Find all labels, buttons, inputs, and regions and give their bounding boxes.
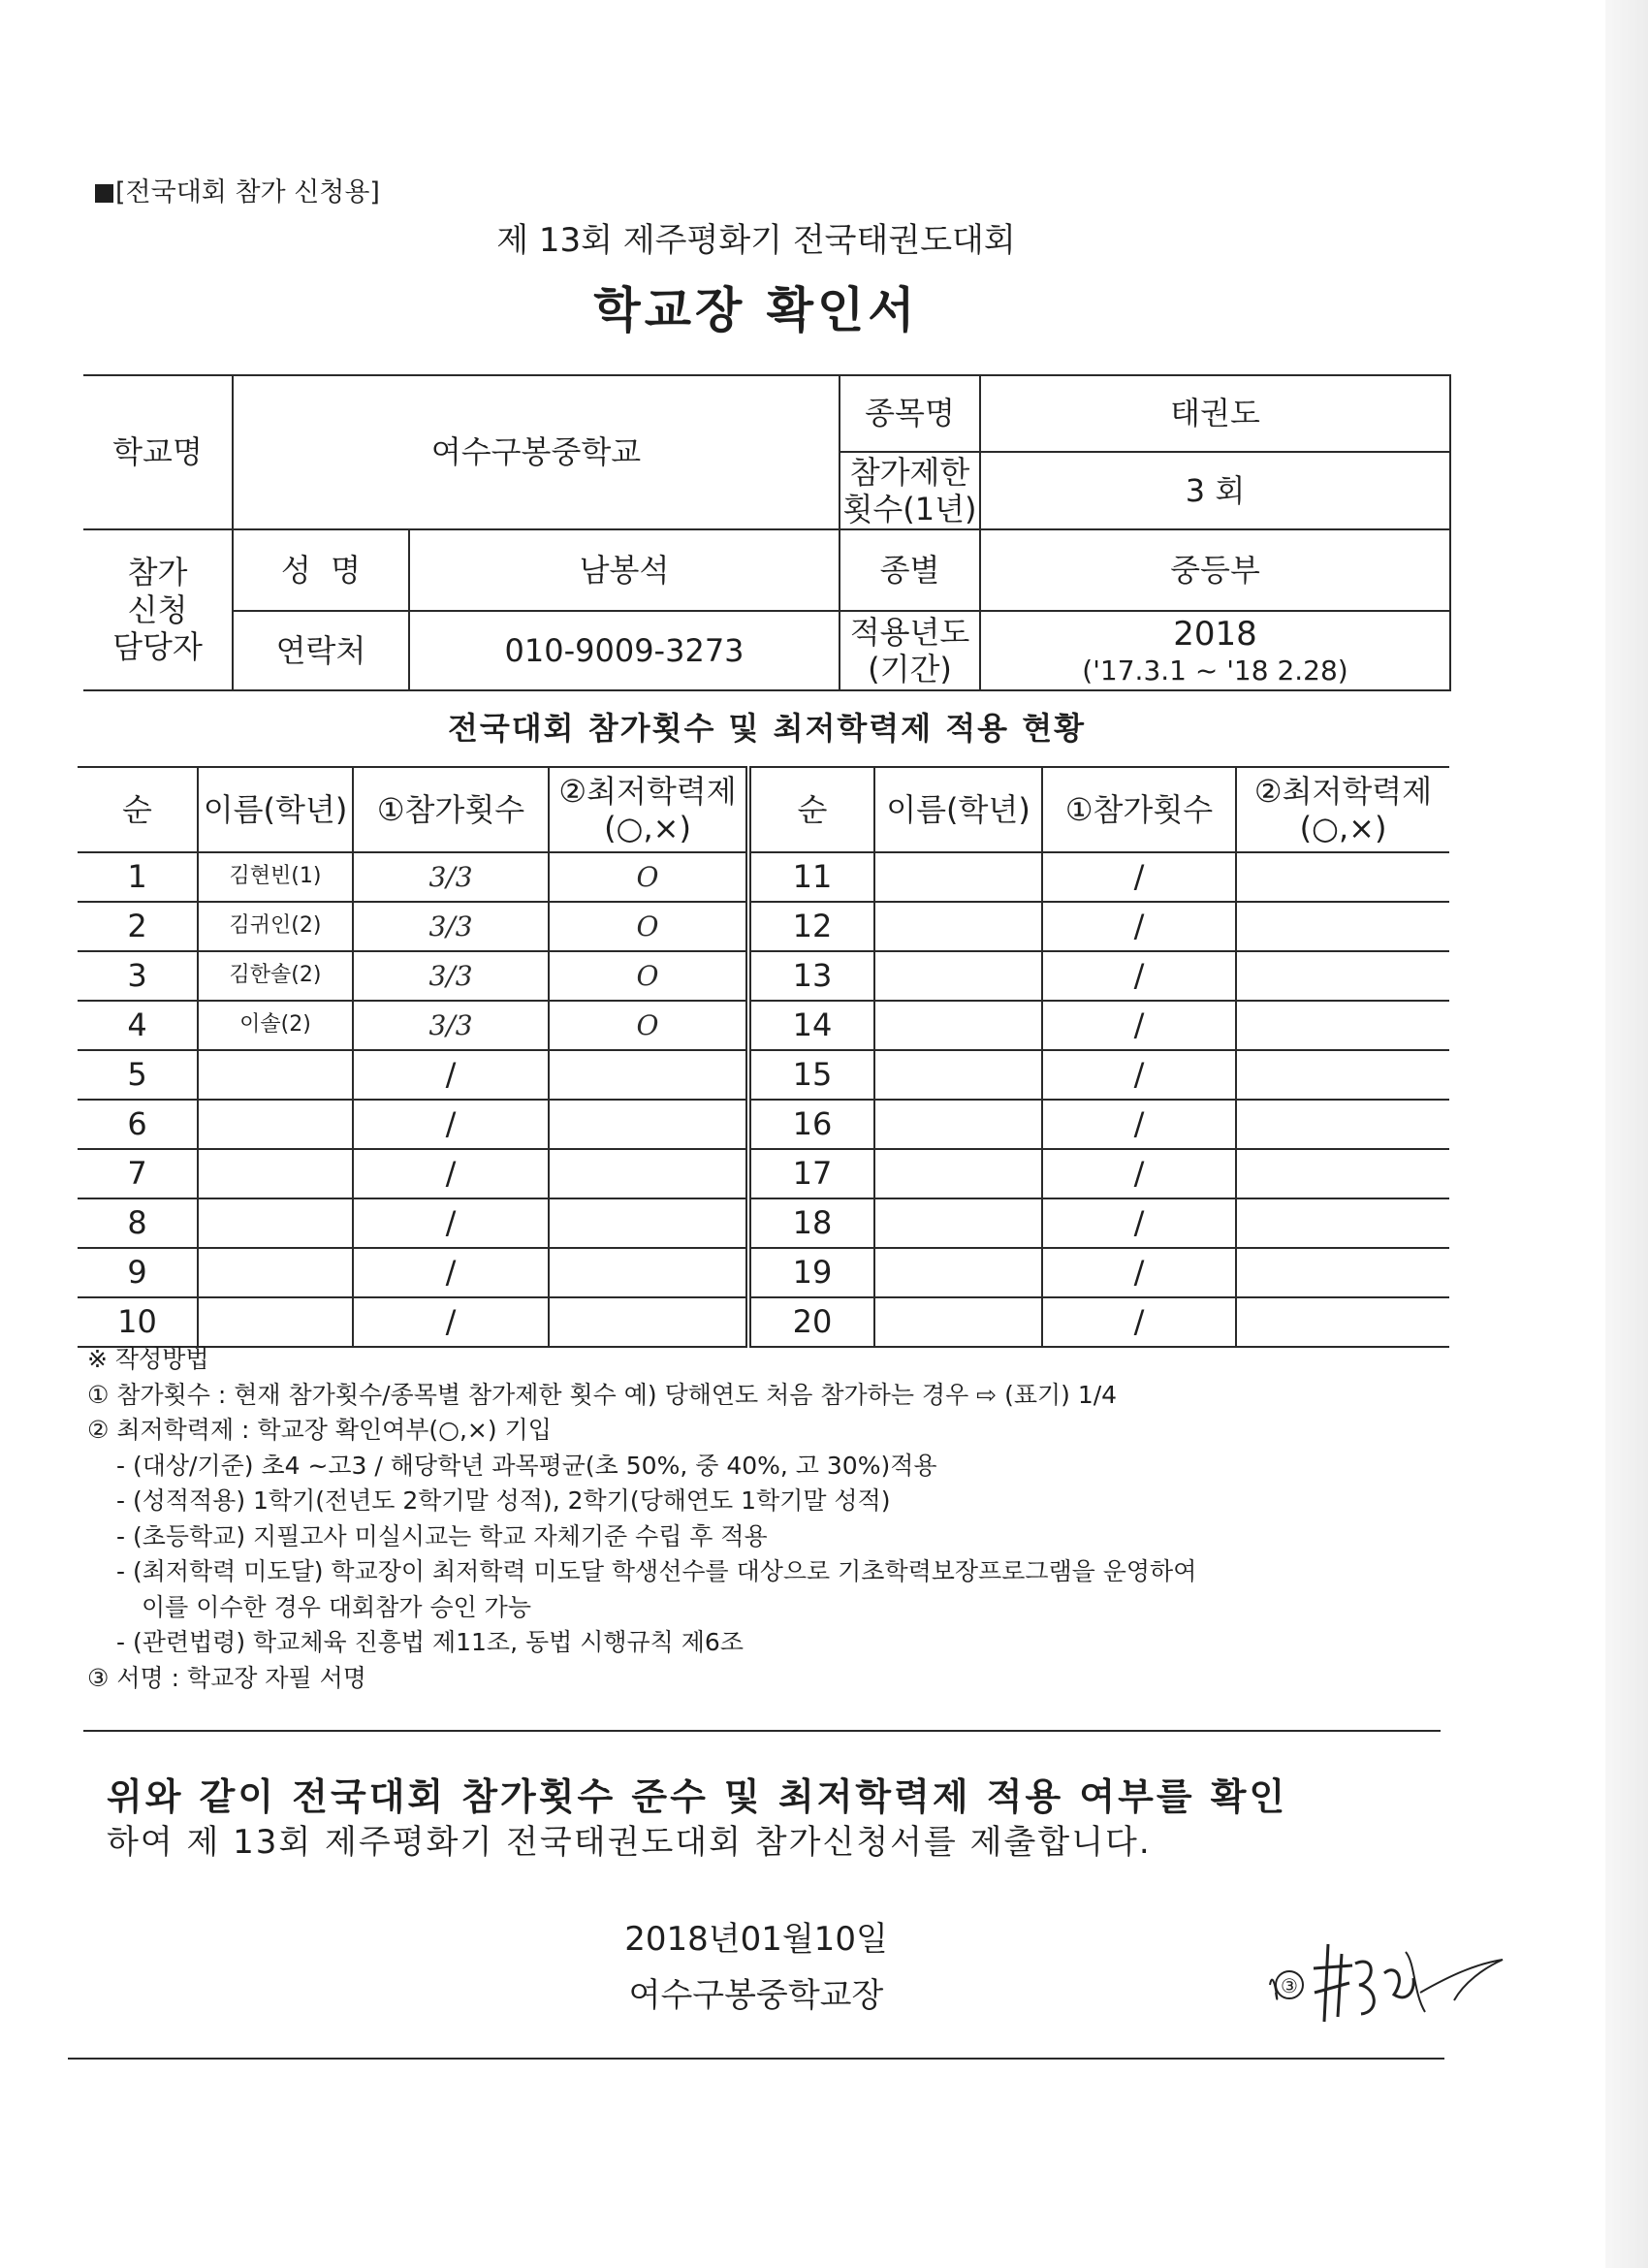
row-no: 13 xyxy=(748,951,874,1001)
instruction-item: ① 참가횟수 : 현재 참가횟수/종목별 참가제한 횟수 예) 당해연도 처음 참가하는 경우 ⇨ (표기) 1/4 xyxy=(87,1380,1118,1409)
participation-count: / xyxy=(353,1297,549,1347)
scan-edge xyxy=(1605,0,1648,2268)
instruction-item: ③ 서명 : 학교장 자필 서명 xyxy=(87,1663,366,1692)
applicant-label-line3: 담당자 xyxy=(112,628,203,666)
table-row xyxy=(78,951,1449,1001)
participant-name: 김현빈(1) xyxy=(198,852,353,902)
participation-count: / xyxy=(1042,1297,1236,1347)
limit-label xyxy=(840,452,980,529)
table-row xyxy=(78,1050,1449,1100)
participant-name xyxy=(198,1248,353,1297)
academic-check: O xyxy=(549,902,748,951)
square-bullet-icon xyxy=(95,184,113,203)
participant-name xyxy=(874,951,1042,1001)
participation-count: / xyxy=(1042,1198,1236,1248)
academic-check xyxy=(1236,852,1449,902)
participation-count: / xyxy=(1042,1050,1236,1100)
participation-count: / xyxy=(1042,1001,1236,1050)
participant-name xyxy=(874,902,1042,951)
academic-check xyxy=(549,1149,748,1198)
form-type-label: [전국대회 참가 신청용] xyxy=(115,177,380,208)
table-row xyxy=(78,1248,1449,1297)
participation-count: 3/3 xyxy=(353,852,549,902)
participation-table xyxy=(78,766,1449,1348)
participant-name xyxy=(874,1198,1042,1248)
academic-check xyxy=(1236,1297,1449,1347)
academic-check xyxy=(1236,1100,1449,1149)
academic-check xyxy=(549,1248,748,1297)
instruction-subitem-cont: 이를 이수한 경우 대회참가 승인 가능 xyxy=(142,1592,531,1621)
row-no: 20 xyxy=(748,1297,874,1347)
participation-count: / xyxy=(353,1050,549,1100)
division-value: 중등부 xyxy=(980,529,1450,611)
participant-name xyxy=(198,1100,353,1149)
participant-name: 이솔(2) xyxy=(198,1001,353,1050)
academic-check xyxy=(1236,1050,1449,1100)
row-no: 11 xyxy=(748,852,874,902)
academic-check xyxy=(1236,951,1449,1001)
participant-name xyxy=(198,1149,353,1198)
applicant-label-line1: 참가 xyxy=(127,554,188,591)
participation-count: / xyxy=(1042,852,1236,902)
limit-label-line2: 횟수(1년) xyxy=(842,491,977,527)
participant-name xyxy=(874,1297,1042,1347)
instruction-subitem: - (성적적용) 1학기(전년도 2학기말 성적), 2학기(당해연도 1학기말 성적) xyxy=(116,1486,891,1515)
declaration-line2: 하여 제 13회 제주평화기 전국태권도대회 참가신청서를 제출합니다. xyxy=(107,1823,1152,1862)
row-no: 16 xyxy=(748,1100,874,1149)
row-no: 7 xyxy=(78,1149,198,1198)
participation-count: / xyxy=(1042,951,1236,1001)
year-period: ('17.3.1 ~ '18 2.28) xyxy=(1082,654,1348,687)
participation-count: / xyxy=(353,1248,549,1297)
applicant-label xyxy=(83,529,233,690)
participation-count: 3/3 xyxy=(353,902,549,951)
instruction-subitem: - (대상/기준) 초4 ~고3 / 해당학년 과목평균(초 50%, 중 40%, 고 30%)적용 xyxy=(116,1451,937,1480)
issue-date: 2018년01월10일 xyxy=(624,1920,888,1959)
instruction-subitem: - (관련법령) 학교체육 진흥법 제11조, 동법 시행규칙 제6조 xyxy=(116,1628,744,1656)
divider-line xyxy=(83,1730,1441,1732)
row-no: 14 xyxy=(748,1001,874,1050)
signature-mark: ③ xyxy=(1281,1974,1298,1997)
table-row xyxy=(78,852,1449,902)
table-row xyxy=(78,1001,1449,1050)
participant-name xyxy=(198,1050,353,1100)
row-no: 4 xyxy=(78,1001,198,1050)
year-label xyxy=(840,611,980,690)
instruction-subitem: - (초등학교) 지필고사 미실시교는 학교 자체기준 수립 후 적용 xyxy=(116,1521,768,1550)
table-header-row xyxy=(78,767,1449,852)
record-section-title: 전국대회 참가횟수 및 최저학력제 적용 현황 xyxy=(447,710,1087,747)
academic-check xyxy=(549,1100,748,1149)
academic-check xyxy=(1236,1198,1449,1248)
division-label: 종별 xyxy=(840,529,980,611)
participation-count: / xyxy=(1042,1248,1236,1297)
school-label: 학교명 xyxy=(83,375,233,529)
academic-check xyxy=(1236,1248,1449,1297)
participation-count: 3/3 xyxy=(353,951,549,1001)
year-number: 2018 xyxy=(1173,614,1257,654)
principal-title: 여수구봉중학교장 xyxy=(628,1976,884,2015)
row-no: 2 xyxy=(78,902,198,951)
participant-name xyxy=(874,1100,1042,1149)
participation-count: / xyxy=(353,1198,549,1248)
table-row xyxy=(78,1297,1449,1347)
event-name: 태권도 xyxy=(980,375,1450,452)
participant-name xyxy=(874,852,1042,902)
participant-name xyxy=(874,1248,1042,1297)
participant-name xyxy=(874,1050,1042,1100)
instructions-heading: ※ 작성방법 xyxy=(87,1345,209,1373)
participant-name: 김귀인(2) xyxy=(198,902,353,951)
school-name: 여수구봉중학교 xyxy=(233,375,840,529)
header-name-left: 이름(학년) xyxy=(198,767,353,852)
principal-signature xyxy=(1260,1925,1512,2031)
row-no: 3 xyxy=(78,951,198,1001)
header-academic-left-line1: ②최저학력제 xyxy=(558,772,737,810)
header-academic-left xyxy=(549,767,748,852)
header-academic-right-line1: ②최저학력제 xyxy=(1253,772,1433,810)
participant-name: 김한솔(2) xyxy=(198,951,353,1001)
row-no: 8 xyxy=(78,1198,198,1248)
row-no: 15 xyxy=(748,1050,874,1100)
row-no: 18 xyxy=(748,1198,874,1248)
instruction-subitem: - (최저학력 미도달) 학교장이 최저학력 미도달 학생선수를 대상으로 기초학력보장프로그램을 운영하여 xyxy=(116,1557,1197,1585)
row-no: 5 xyxy=(78,1050,198,1100)
header-count-right: ①참가횟수 xyxy=(1042,767,1236,852)
header-no-right: 순 xyxy=(748,767,874,852)
name-label: 성 명 xyxy=(233,529,409,611)
participation-count: / xyxy=(1042,902,1236,951)
academic-check xyxy=(549,1297,748,1347)
header-academic-right-line2: (○,×) xyxy=(1299,810,1387,847)
participation-count: / xyxy=(1042,1149,1236,1198)
applicant-label-line2: 신청 xyxy=(127,591,188,628)
declaration-line1: 위와 같이 전국대회 참가횟수 준수 및 최저학력제 적용 여부를 확인 xyxy=(107,1775,1288,1818)
row-no: 17 xyxy=(748,1149,874,1198)
participation-count: 3/3 xyxy=(353,1001,549,1050)
row-no: 9 xyxy=(78,1248,198,1297)
academic-check xyxy=(549,1050,748,1100)
instruction-item: ② 최저학력제 : 학교장 확인여부(○,×) 기입 xyxy=(87,1416,552,1444)
table-row xyxy=(78,1149,1449,1198)
document-title: 학교장 확인서 xyxy=(593,282,919,338)
row-no: 1 xyxy=(78,852,198,902)
academic-check xyxy=(1236,902,1449,951)
academic-check: O xyxy=(549,951,748,1001)
applicant-name: 남봉석 xyxy=(409,529,840,611)
header-no-left: 순 xyxy=(78,767,198,852)
row-no: 10 xyxy=(78,1297,198,1347)
year-value xyxy=(980,611,1450,690)
year-label-line2: (기간) xyxy=(868,651,952,687)
header-academic-left-line2: (○,×) xyxy=(604,810,691,847)
event-subtitle: 제 13회 제주평화기 전국태권도대회 xyxy=(496,221,1016,260)
participation-count: / xyxy=(353,1149,549,1198)
participant-name xyxy=(198,1198,353,1248)
header-count-left: ①참가횟수 xyxy=(353,767,549,852)
participant-name xyxy=(198,1297,353,1347)
table-row xyxy=(78,1198,1449,1248)
academic-check xyxy=(1236,1149,1449,1198)
participant-name xyxy=(874,1149,1042,1198)
contact-value: 010-9009-3273 xyxy=(409,611,840,690)
academic-check: O xyxy=(549,1001,748,1050)
limit-count: 3 회 xyxy=(980,452,1450,529)
participation-count: / xyxy=(353,1100,549,1149)
info-table xyxy=(83,374,1451,691)
bottom-line xyxy=(68,2058,1444,2060)
row-no: 6 xyxy=(78,1100,198,1149)
header-name-right: 이름(학년) xyxy=(874,767,1042,852)
contact-label: 연락처 xyxy=(233,611,409,690)
event-label: 종목명 xyxy=(840,375,980,452)
row-no: 19 xyxy=(748,1248,874,1297)
academic-check xyxy=(549,1198,748,1248)
participation-count: / xyxy=(1042,1100,1236,1149)
limit-label-line1: 참가제한 xyxy=(849,453,970,491)
participant-name xyxy=(874,1001,1042,1050)
table-row xyxy=(78,902,1449,951)
table-row xyxy=(78,1100,1449,1149)
instructions xyxy=(87,1342,1464,1696)
header-academic-right xyxy=(1236,767,1449,852)
form-type-tag xyxy=(95,171,380,208)
academic-check xyxy=(1236,1001,1449,1050)
academic-check: O xyxy=(549,852,748,902)
row-no: 12 xyxy=(748,902,874,951)
year-label-line1: 적용년도 xyxy=(849,613,970,651)
